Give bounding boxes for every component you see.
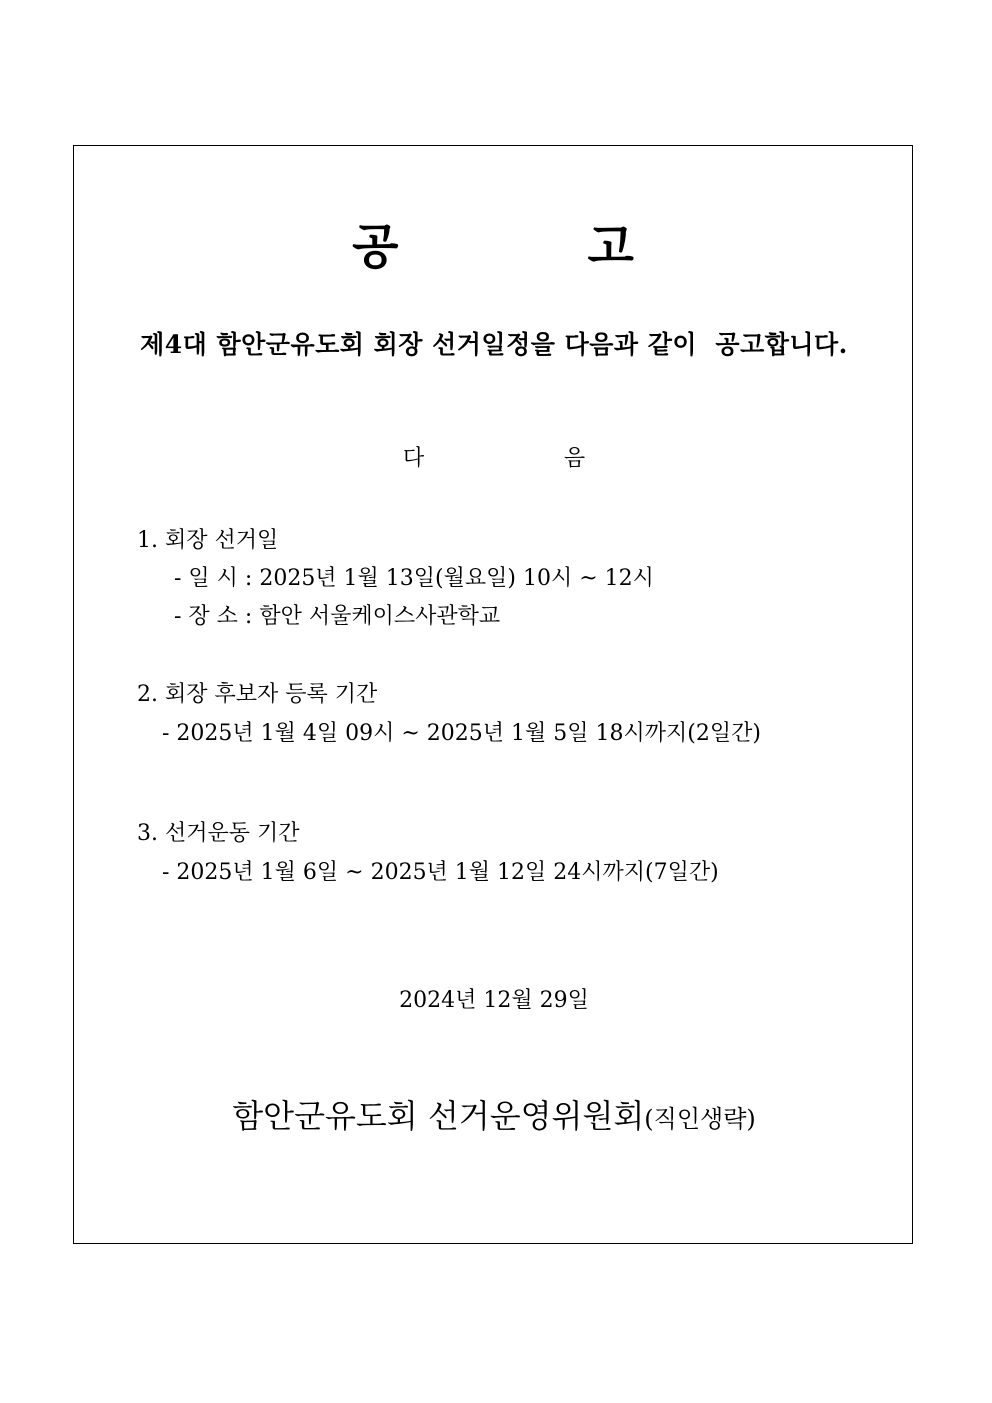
section-1-heading: 1. 회장 선거일	[137, 528, 279, 553]
section-1-line-2: - 장 소 : 함안 서울케이스사관학교	[174, 604, 501, 629]
notice-date: 2024년 12월 29일	[399, 988, 589, 1013]
dawoom-heading: 다 음	[402, 446, 586, 471]
section-2-line-1: - 2025년 1월 4일 09시 ~ 2025년 1월 5일 18시까지(2일간)	[162, 721, 761, 746]
notice-intro: 제4대 함안군유도회 회장 선거일정을 다음과 같이 공고합니다.	[140, 330, 848, 359]
signature-note: (직인생략)	[644, 1105, 756, 1133]
section-3-line-1: - 2025년 1월 6일 ~ 2025년 1월 12일 24시까지(7일간)	[162, 860, 719, 885]
section-3-heading: 3. 선거운동 기간	[137, 821, 300, 846]
signature-org: 함안군유도회 선거운영위원회	[232, 1097, 645, 1135]
section-1-line-1: - 일 시 : 2025년 1월 13일(월요일) 10시 ~ 12시	[174, 566, 654, 591]
section-2-heading: 2. 회장 후보자 등록 기간	[137, 682, 378, 707]
notice-frame	[73, 145, 913, 1244]
notice-title: 공 고	[352, 219, 636, 275]
signature	[74, 1097, 914, 1135]
